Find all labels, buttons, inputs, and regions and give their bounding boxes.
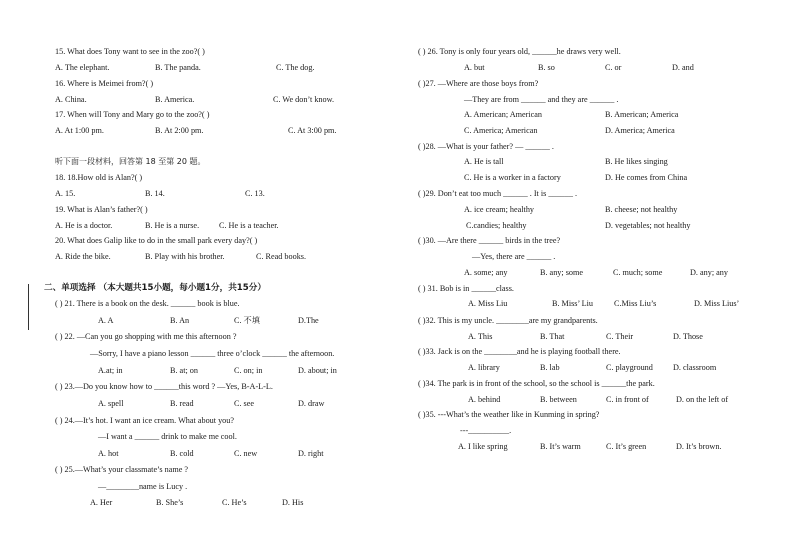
option-c: C. It’s green [606,442,647,451]
option-b: B. An [170,316,190,325]
option-b: B. between [540,395,577,404]
option-b: B. Play with his brother. [145,252,225,261]
option-b: B. At 2:00 pm. [155,126,204,135]
question-17: 17. When will Tony and Mary go to the zoo?( ) [55,110,210,119]
option-c: C. see [234,399,255,408]
question-33: ( )33. Jack is on the ________and he is playing football there. [418,347,621,356]
question-30: ( )30. —Are there ______ birds in the tree? [418,236,561,245]
listening-instruction: 听下面一段材料，回答第 18 至第 20 题。 [55,157,206,166]
option-b: B. lab [540,363,560,372]
question-22: ( ) 22. —Can you go shopping with me this afternoon ? [55,332,237,341]
option-a: A. spell [98,399,124,408]
option-d: D. His [282,498,304,507]
option-c: C. He is a worker in a factory [464,173,561,182]
option-a: A. hot [98,449,119,458]
option-c: C. We don’t know. [273,95,335,104]
option-a: A. but [464,63,485,72]
option-a: A. ice cream; healthy [464,205,535,214]
question-16: 16. Where is Meimei from?( ) [55,79,154,88]
option-a: A.at; in [98,366,123,375]
option-b: B. It’s warm [540,442,581,451]
option-c: C. America; American [464,126,538,135]
option-d: D. Those [673,332,703,341]
option-b: B. American; America [605,110,679,119]
option-b: B. The panda. [155,63,201,72]
option-b: B. read [170,399,194,408]
option-a: A. American; American [464,110,542,119]
question-28: ( )28. —What is your father? — ______ . [418,142,554,151]
option-a: A. A [98,316,114,325]
option-a: A. some; any [464,268,508,277]
section-title: 二、单项选择 （本大题共15小题，每小题1分，共15分） [44,283,266,293]
option-d: D. It’s brown. [676,442,722,451]
option-c: C. The dog. [276,63,315,72]
question-19: 19. What is Alan’s father?( ) [55,205,148,214]
option-c: C. 不填 [234,316,260,325]
question-20: 20. What does Galip like to do in the small park every day?( ) [55,236,258,245]
option-c: C. on; in [234,366,263,375]
question-35-line2: ---__________. [460,426,512,435]
question-31: ( ) 31. Bob is in ______class. [418,284,514,293]
option-b: B. America. [155,95,195,104]
question-34: ( )34. The park is in front of the school, so the school is ______the park. [418,379,655,388]
option-d: D. right [298,449,324,458]
question-25: ( ) 25.—What’s your classmate’s name ? [55,465,189,474]
question-35: ( )35. ---What’s the weather like in Kunming in spring? [418,410,600,419]
option-d: D. draw [298,399,325,408]
option-d: D. and [672,63,694,72]
option-c: C. He is a teacher. [219,221,279,230]
option-a: A. Her [90,498,113,507]
option-d: D. America; America [605,126,675,135]
option-b: B. at; on [170,366,198,375]
question-24: ( ) 24.—It’s hot. I want an ice cream. What about you? [55,416,235,425]
option-b: B. cold [170,449,194,458]
option-c: C. new [234,449,258,458]
option-a: A. He is a doctor. [55,221,113,230]
margin-line [28,284,29,330]
question-23: ( ) 23.—Do you know how to ______this word ? —Yes, B-A-L-L. [55,382,273,391]
question-21: ( ) 21. There is a book on the desk. ______ book is blue. [55,299,240,308]
option-b: B. cheese; not healthy [605,205,678,214]
option-a: A. The elephant. [55,63,110,72]
option-d: D. vegetables; not healthy [605,221,691,230]
option-c: C.Miss Liu’s [614,299,657,308]
question-32: ( )32. This is my uncle. ________are my grandparents. [418,316,598,325]
option-d: D.The [298,316,319,325]
option-a: A. I like spring [458,442,508,451]
option-c: C. in front of [606,395,649,404]
option-c: C. 13. [245,189,265,198]
option-d: D. classroom [673,363,717,372]
question-27-line2: —They are from ______ and they are ______ . [464,95,619,104]
option-a: A. China. [55,95,87,104]
option-b: B. any; some [540,268,583,277]
option-d: D. He comes from China [605,173,688,182]
option-b: B. Miss’ Liu [552,299,594,308]
option-d: D. any; any [690,268,728,277]
option-a: A. This [468,332,493,341]
option-a: A. Ride the bike. [55,252,111,261]
option-b: B. so [538,63,555,72]
option-a: A. He is tall [464,157,504,166]
option-c: C. At 3:00 pm. [288,126,337,135]
option-c: C.candies; healthy [466,221,527,230]
option-b: B. 14. [145,189,165,198]
question-22-line2: —Sorry, I have a piano lesson ______ three o’clock ______ the afternoon. [90,349,335,358]
question-26: ( ) 26. Tony is only four years old, ______he draws very well. [418,47,621,56]
option-a: A. 15. [55,189,76,198]
option-c: C. Read books. [256,252,307,261]
question-29: ( )29. Don’t eat too much ______ . It is ______ . [418,189,578,198]
option-c: C. playground [606,363,653,372]
question-27: ( )27. —Where are those boys from? [418,79,539,88]
option-b: B. That [540,332,565,341]
option-b: B. He likes singing [605,157,668,166]
option-d: D. about; in [298,366,337,375]
option-b: B. He is a nurse. [145,221,200,230]
question-15: 15. What does Tony want to see in the zoo?( ) [55,47,205,56]
option-c: C. or [605,63,622,72]
question-25-line2: —________name is Lucy . [98,482,188,491]
option-b: B. She’s [156,498,184,507]
option-d: D. on the left of [676,395,729,404]
option-a: A. At 1:00 pm. [55,126,104,135]
option-d: D. Miss Lius’ [694,299,740,308]
option-a: A. Miss Liu [468,299,508,308]
question-24-line2: —I want a ______ drink to make me cool. [98,432,237,441]
option-c: C. much; some [613,268,663,277]
question-30-line2: —Yes, there are ______ . [472,252,556,261]
option-a: A. library [468,363,500,372]
option-a: A. behind [468,395,501,404]
option-c: C. He’s [222,498,247,507]
question-18: 18. 18.How old is Alan?( ) [55,173,143,182]
option-c: C. Their [606,332,634,341]
